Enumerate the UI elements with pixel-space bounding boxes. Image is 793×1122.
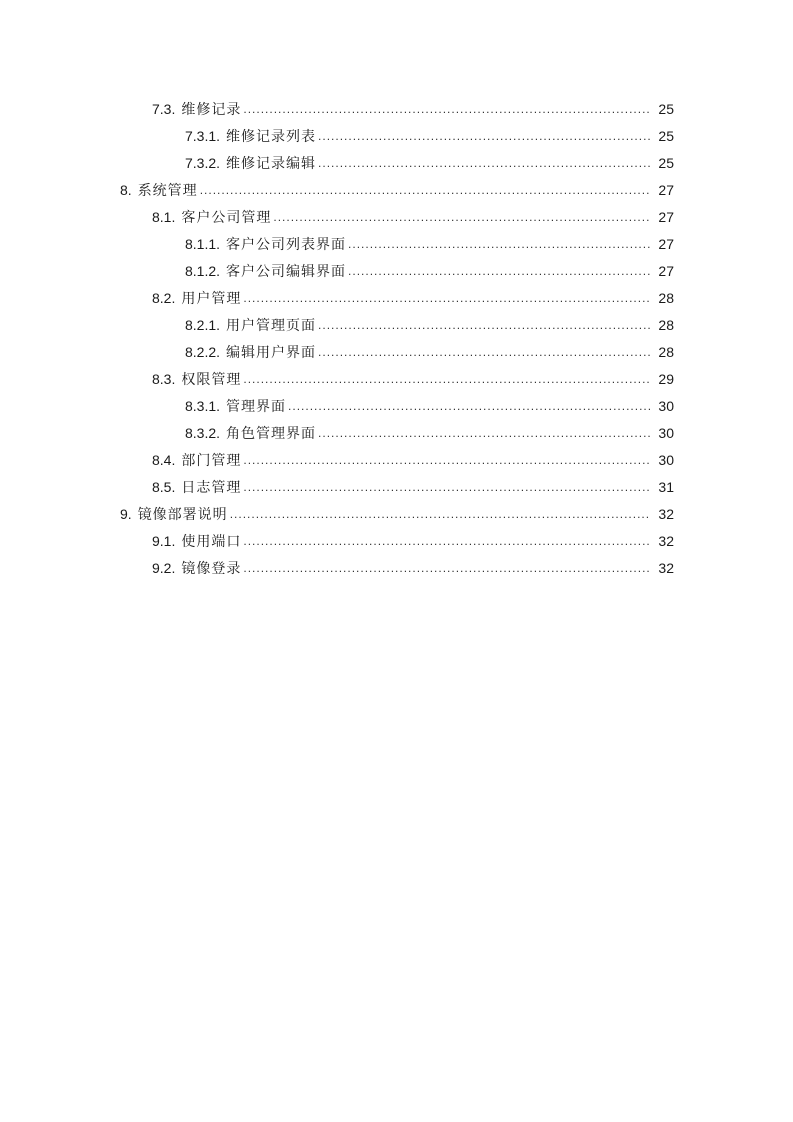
toc-page: 27 [658,209,674,225]
toc-entry[interactable] [185,123,674,150]
dot-leader [243,96,650,123]
toc-page: 32 [658,560,674,576]
toc-entry[interactable] [152,366,674,393]
dot-leader [273,204,650,231]
toc-page: 25 [658,155,674,171]
toc-number: 8.2.1. [185,317,221,333]
dot-leader [243,366,650,393]
toc-entry[interactable] [152,555,674,582]
toc-number: 8.3.1. [185,398,221,414]
toc-page: 32 [658,506,674,522]
toc-title: 使用端口 [181,533,242,549]
toc-entry[interactable] [185,231,674,258]
toc-entry[interactable] [185,312,674,339]
dot-leader [318,312,650,339]
toc-page: 27 [658,236,674,252]
toc-number: 8.2. [152,290,176,306]
dot-leader [318,339,650,366]
toc-entry[interactable] [185,258,674,285]
toc-number: 8.1. [152,209,176,225]
dot-leader [348,258,650,285]
toc-title: 维修记录列表 [226,128,317,144]
toc-number: 8. [120,182,132,198]
toc-number: 8.3. [152,371,176,387]
dot-leader [348,231,650,258]
toc-number: 9.1. [152,533,176,549]
toc-title: 镜像部署说明 [137,506,228,522]
toc-number: 9.2. [152,560,176,576]
toc-number: 8.4. [152,452,176,468]
toc-page: 28 [658,344,674,360]
dot-leader [230,501,650,528]
dot-leader [200,177,650,204]
dot-leader [243,528,650,555]
toc-title: 系统管理 [137,182,198,198]
toc-title: 客户公司列表界面 [226,236,347,252]
toc-title: 用户管理 [181,290,242,306]
toc-page: 25 [658,101,674,117]
toc-entry[interactable] [185,150,674,177]
toc-entry[interactable] [185,393,674,420]
toc-entry[interactable] [152,528,674,555]
toc-entry[interactable] [152,474,674,501]
toc-page: 30 [658,398,674,414]
toc-title: 部门管理 [181,452,242,468]
toc-page: 25 [658,128,674,144]
toc-page: 27 [658,182,674,198]
toc-page: 32 [658,533,674,549]
toc-page: 31 [658,479,674,495]
dot-leader [288,393,650,420]
toc-title: 客户公司编辑界面 [226,263,347,279]
toc-entry[interactable] [185,420,674,447]
toc-number: 7.3.2. [185,155,221,171]
toc-page: 30 [658,425,674,441]
toc-number: 8.1.2. [185,263,221,279]
toc-page: 27 [658,263,674,279]
dot-leader [243,474,650,501]
toc-page: 29 [658,371,674,387]
toc-number: 7.3.1. [185,128,221,144]
toc-page: 28 [658,290,674,306]
toc-title: 维修记录 [181,101,242,117]
toc-title: 镜像登录 [181,560,242,576]
toc-entry[interactable] [152,285,674,312]
toc-title: 角色管理界面 [226,425,317,441]
toc-number: 8.1.1. [185,236,221,252]
toc-page: 30 [658,452,674,468]
toc-entry[interactable] [120,501,674,528]
dot-leader [243,285,650,312]
dot-leader [318,420,650,447]
toc-entry[interactable] [152,447,674,474]
dot-leader [318,150,650,177]
toc-entry[interactable] [152,96,674,123]
toc-number: 9. [120,506,132,522]
dot-leader [243,447,650,474]
toc-page: 28 [658,317,674,333]
toc-title: 日志管理 [181,479,242,495]
toc-entry[interactable] [152,204,674,231]
toc-title: 管理界面 [226,398,287,414]
dot-leader [318,123,650,150]
toc-number: 8.2.2. [185,344,221,360]
dot-leader [243,555,650,582]
toc-title: 客户公司管理 [181,209,272,225]
toc-title: 编辑用户界面 [226,344,317,360]
toc-entry[interactable] [185,339,674,366]
toc-title: 权限管理 [181,371,242,387]
toc-title: 用户管理页面 [226,317,317,333]
toc-title: 维修记录编辑 [226,155,317,171]
toc-number: 8.3.2. [185,425,221,441]
toc-number: 8.5. [152,479,176,495]
toc-entry[interactable] [120,177,674,204]
toc-number: 7.3. [152,101,176,117]
